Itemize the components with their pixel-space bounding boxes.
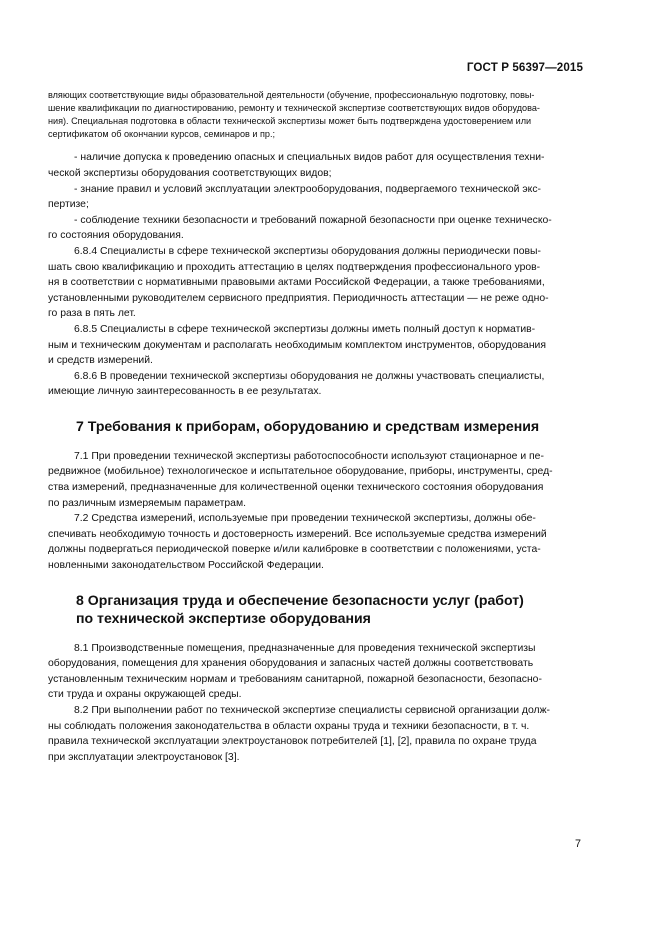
paragraph-line: ня в соответствии с нормативными правовыми актами Российской Федерации, а также требованиями, [48, 277, 545, 289]
paragraph-line: при эксплуатации электроустановок [3]. [48, 751, 240, 763]
paragraph-line: должны подвергаться периодической поверке и/или калибровке в соответствии с положениями, уста- [48, 544, 541, 556]
paragraph-line: 8.1 Производственные помещения, предназначенные для проведения технической экспертизы [74, 642, 536, 654]
paragraph-line: 7.1 При проведении технической экспертизы работоспособности используют стационарное и пе- [74, 450, 544, 462]
paragraph-line: сти труда и охраны окружающей среды. [48, 689, 242, 701]
paragraph-line: ства измерений, предназначенные для количественной оценки технического состояния оборудования [48, 482, 544, 494]
section-8-paragraphs [48, 641, 582, 766]
paragraph-line: ны соблюдать положения законодательства в области охраны труда и техники безопасности, в т. ч. [48, 720, 530, 732]
paragraph-line: 7.2 Средства измерений, используемые при проведении технической экспертизы, должны обе- [74, 513, 536, 525]
paragraph-line: по различным измеряемым параметрам. [48, 497, 246, 509]
paragraph-line: установленным техническим нормам и требованиям санитарной, пожарной безопасности, безопасно- [48, 673, 542, 685]
paragraph-line: установленными руководителем сервисного предприятия. Периодичность аттестации — не реже одно- [48, 292, 549, 304]
paragraph-line: оборудования, помещения для хранения оборудования и запасных частей должны соответствовать [48, 658, 534, 670]
paragraph-line: 6.8.4 Специалисты в сфере технической экспертизы оборудования должны периодически повы- [74, 245, 541, 257]
document-header: ГОСТ Р 56397—2015 [466, 61, 583, 74]
paragraph-line: 6.8.5 Специалисты в сфере технической экспертизы должны иметь полный доступ к норматив- [74, 323, 536, 335]
page-number: 7 [574, 838, 581, 850]
paragraph-line: правила технической эксплуатации электроустановок потребителей [1], [2], правила по охране труда [48, 736, 537, 748]
bullet-line: го состояния оборудования. [48, 230, 184, 242]
bullet-line: - знание правил и условий эксплуатации электрооборудования, подвергаемого технической экс- [74, 183, 541, 195]
section-8-title-line: 8 Организация труда и обеспечение безопасности услуг (работ) [76, 591, 524, 608]
section-6-paragraphs [48, 244, 582, 400]
section-gap [48, 574, 582, 591]
paragraph-line: шать свою квалификацию и проходить аттестацию в целях подтверждения профессионального уров- [48, 261, 541, 273]
section-7-title: 7 Требования к приборам, оборудованию и средствам измерения [76, 417, 540, 434]
paragraph-line: имеющие личную заинтересованность в ее результатах. [48, 386, 322, 398]
bullet-line: пертизе; [48, 199, 89, 211]
intro-line: ния). Специальная подготовка в области технической экспертизы может быть подтверждена удостоверением или [48, 116, 532, 127]
paragraph-line: новленными законодательством Российской Федерации. [48, 560, 324, 572]
paragraph-line: 6.8.6 В проведении технической экспертизы оборудования не должны участвовать специалисты, [74, 370, 545, 382]
section-gap [48, 627, 582, 641]
section-gap [48, 435, 582, 449]
paragraph-line: го раза в пять лет. [48, 308, 136, 320]
paragraph-line: 8.2 При выполнении работ по технической экспертизе специалисты сервисной организации долж- [74, 705, 550, 716]
section-8-title-line: по технической экспертизе оборудования [76, 609, 371, 626]
paragraph-line: и средств измерений. [48, 355, 153, 367]
bullet-line: - наличие допуска к проведению опасных и специальных видов работ для осуществления техни- [74, 152, 545, 164]
section-gap [48, 400, 582, 417]
section-7-paragraphs [48, 449, 582, 574]
intro-small-text [48, 89, 582, 141]
requirements-list [48, 150, 582, 244]
document-content [48, 89, 582, 765]
intro-line: вляющих соответствующие виды образовательной деятельности (обучение, профессиональную подготовку, повы- [48, 90, 535, 100]
paragraph-line: ным и техническим документам и располагать необходимым комплектом инструментов, оборудования [48, 339, 546, 351]
bullet-line: ческой экспертизы оборудования соответствующих видов; [48, 167, 332, 179]
bullet-line: - соблюдение техники безопасности и требований пожарной безопасности при оценке техническо- [74, 214, 552, 226]
intro-line: сертификатом об окончании курсов, семинаров и пр.; [48, 129, 276, 140]
paragraph-line: спечивать необходимую точность и достоверность измерений. Все используемые средства измерений [48, 528, 547, 540]
paragraph-line: редвижное (мобильное) технологическое и испытательное оборудование, приборы, инструменты, сред- [48, 466, 553, 478]
intro-line: шение квалификации по диагностированию, ремонту и технической экспертизе соответствующих видов оборудова- [48, 103, 540, 114]
